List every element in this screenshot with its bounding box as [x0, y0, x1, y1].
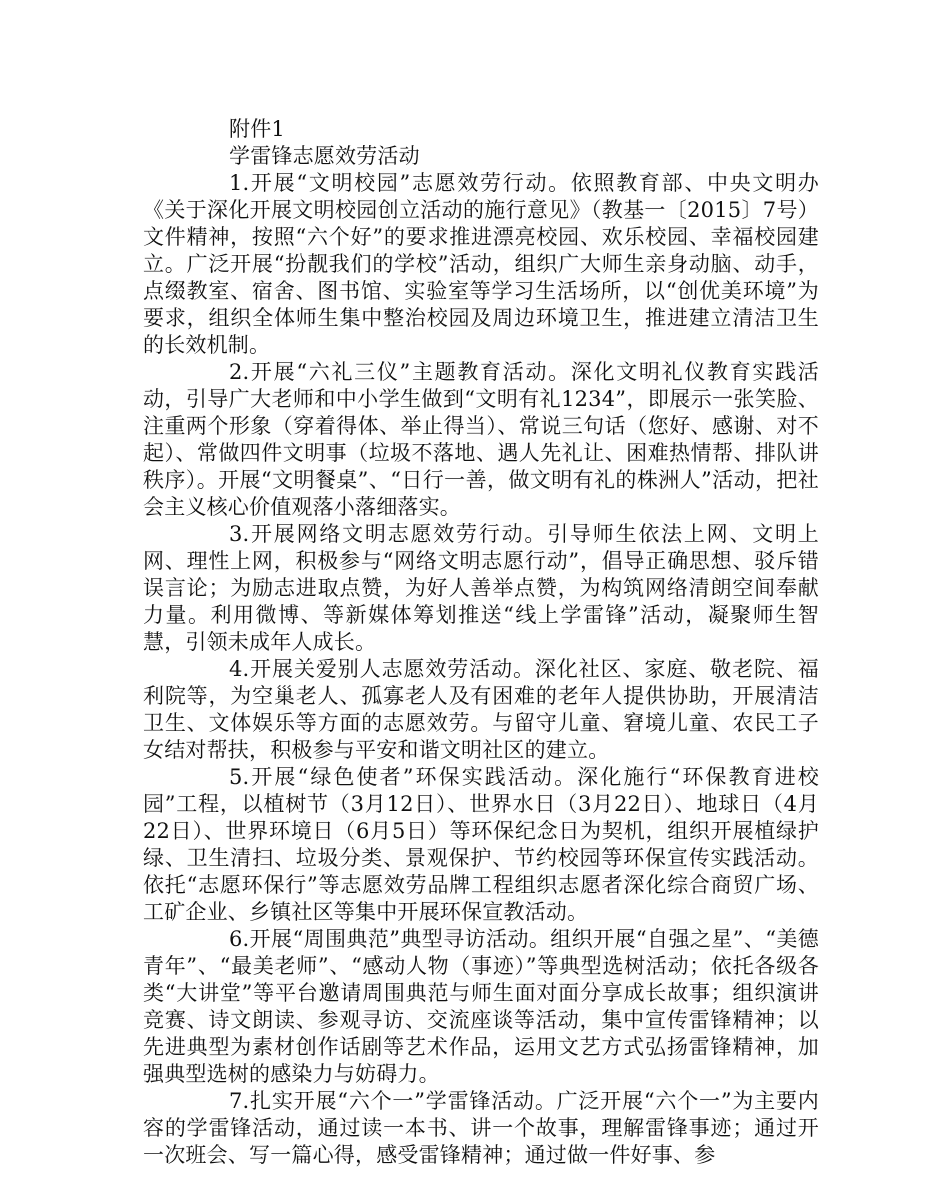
paragraph-1: 1.开展“文明校园”志愿效劳行动。依照教育部、中央文明办《关于深化开展文明校园创立活动的施行意见》（教基一〔2015〕7号）文件精神，按照“六个好”的要求推进漂亮校园、欢乐校园、幸福校园建立。广泛开展“扮靓我们的学校”活动，组织广大师生亲身动脑、动手，点缀教室、宿舍、图书馆、实验室等学习生活场所，以“创优美环境”为要求，组织全体师生集中整治校园及周边环境卫生，推进建立清洁卫生的长效机制。	[143, 171, 819, 357]
paragraph-6: 6.开展“周围典范”典型寻访活动。组织开展“自强之星”、“美德青年”、“最美老师”、“感动人物（事迹）”等典型选树活动；依托各级各类“大讲堂”等平台邀请周围典范与师生面对面分享成长故事；组织演讲竞赛、诗文朗读、参观寻访、交流座谈等活动，集中宣传雷锋精神；以先进典型为素材创作话剧等艺术作品，运用文艺方式弘扬雷锋精神，加强典型选树的感染力与妨碍力。	[143, 927, 819, 1086]
paragraph-7: 7.扎实开展“六个一”学雷锋活动。广泛开展“六个一”为主要内容的学雷锋活动，通过读一本书、讲一个故事，理解雷锋事迹；通过开一次班会、写一篇心得，感受雷锋精神；通过做一件好事、参	[143, 1089, 819, 1167]
paragraph-5: 5.开展“绿色使者”环保实践活动。深化施行“环保教育进校园”工程，以植树节（3月12日）、世界水日（3月22日）、地球日（4月22日）、世界环境日（6月5日）等环保纪念日为契机，组织开展植绿护绿、卫生清扫、垃圾分类、景观保护、节约校园等环保宣传实践活动。依托“志愿环保行”等志愿效劳品牌工程组织志愿者深化综合商贸广场、工矿企业、乡镇社区等集中开展环保宣教活动。	[143, 765, 819, 924]
document-title: 学雷锋志愿效劳活动	[229, 144, 420, 168]
paragraph-4: 4.开展关爱别人志愿效劳活动。深化社区、家庭、敬老院、福利院等，为空巢老人、孤寡老人及有困难的老年人提供协助，开展清洁卫生、文体娱乐等方面的志愿效劳。与留守儿童、窘境儿童、农民工子女结对帮扶，积极参与平安和谐文明社区的建立。	[143, 657, 819, 762]
paragraph-3: 3.开展网络文明志愿效劳行动。引导师生依法上网、文明上网、理性上网，积极参与“网络文明志愿行动”，倡导正确思想、驳斥错误言论；为励志进取点赞，为好人善举点赞，为构筑网络清朗空间奉献力量。利用微博、等新媒体筹划推送“线上学雷锋”活动，凝聚师生智慧，引领未成年人成长。	[143, 522, 819, 654]
attachment-label: 附件1	[229, 117, 285, 141]
document-body	[143, 116, 819, 1169]
paragraph-2: 2.开展“六礼三仪”主题教育活动。深化文明礼仪教育实践活动，引导广大老师和中小学生做到“文明有礼1234”，即展示一张笑脸、注重两个形象（穿着得体、举止得当）、常说三句话（您好、感谢、对不起）、常做四件文明事（垃圾不落地、遇人先礼让、困难热情帮、排队讲秩序）。开展“文明餐桌”、“日行一善，做文明有礼的株洲人”活动，把社会主义核心价值观落小落细落实。	[143, 360, 819, 519]
